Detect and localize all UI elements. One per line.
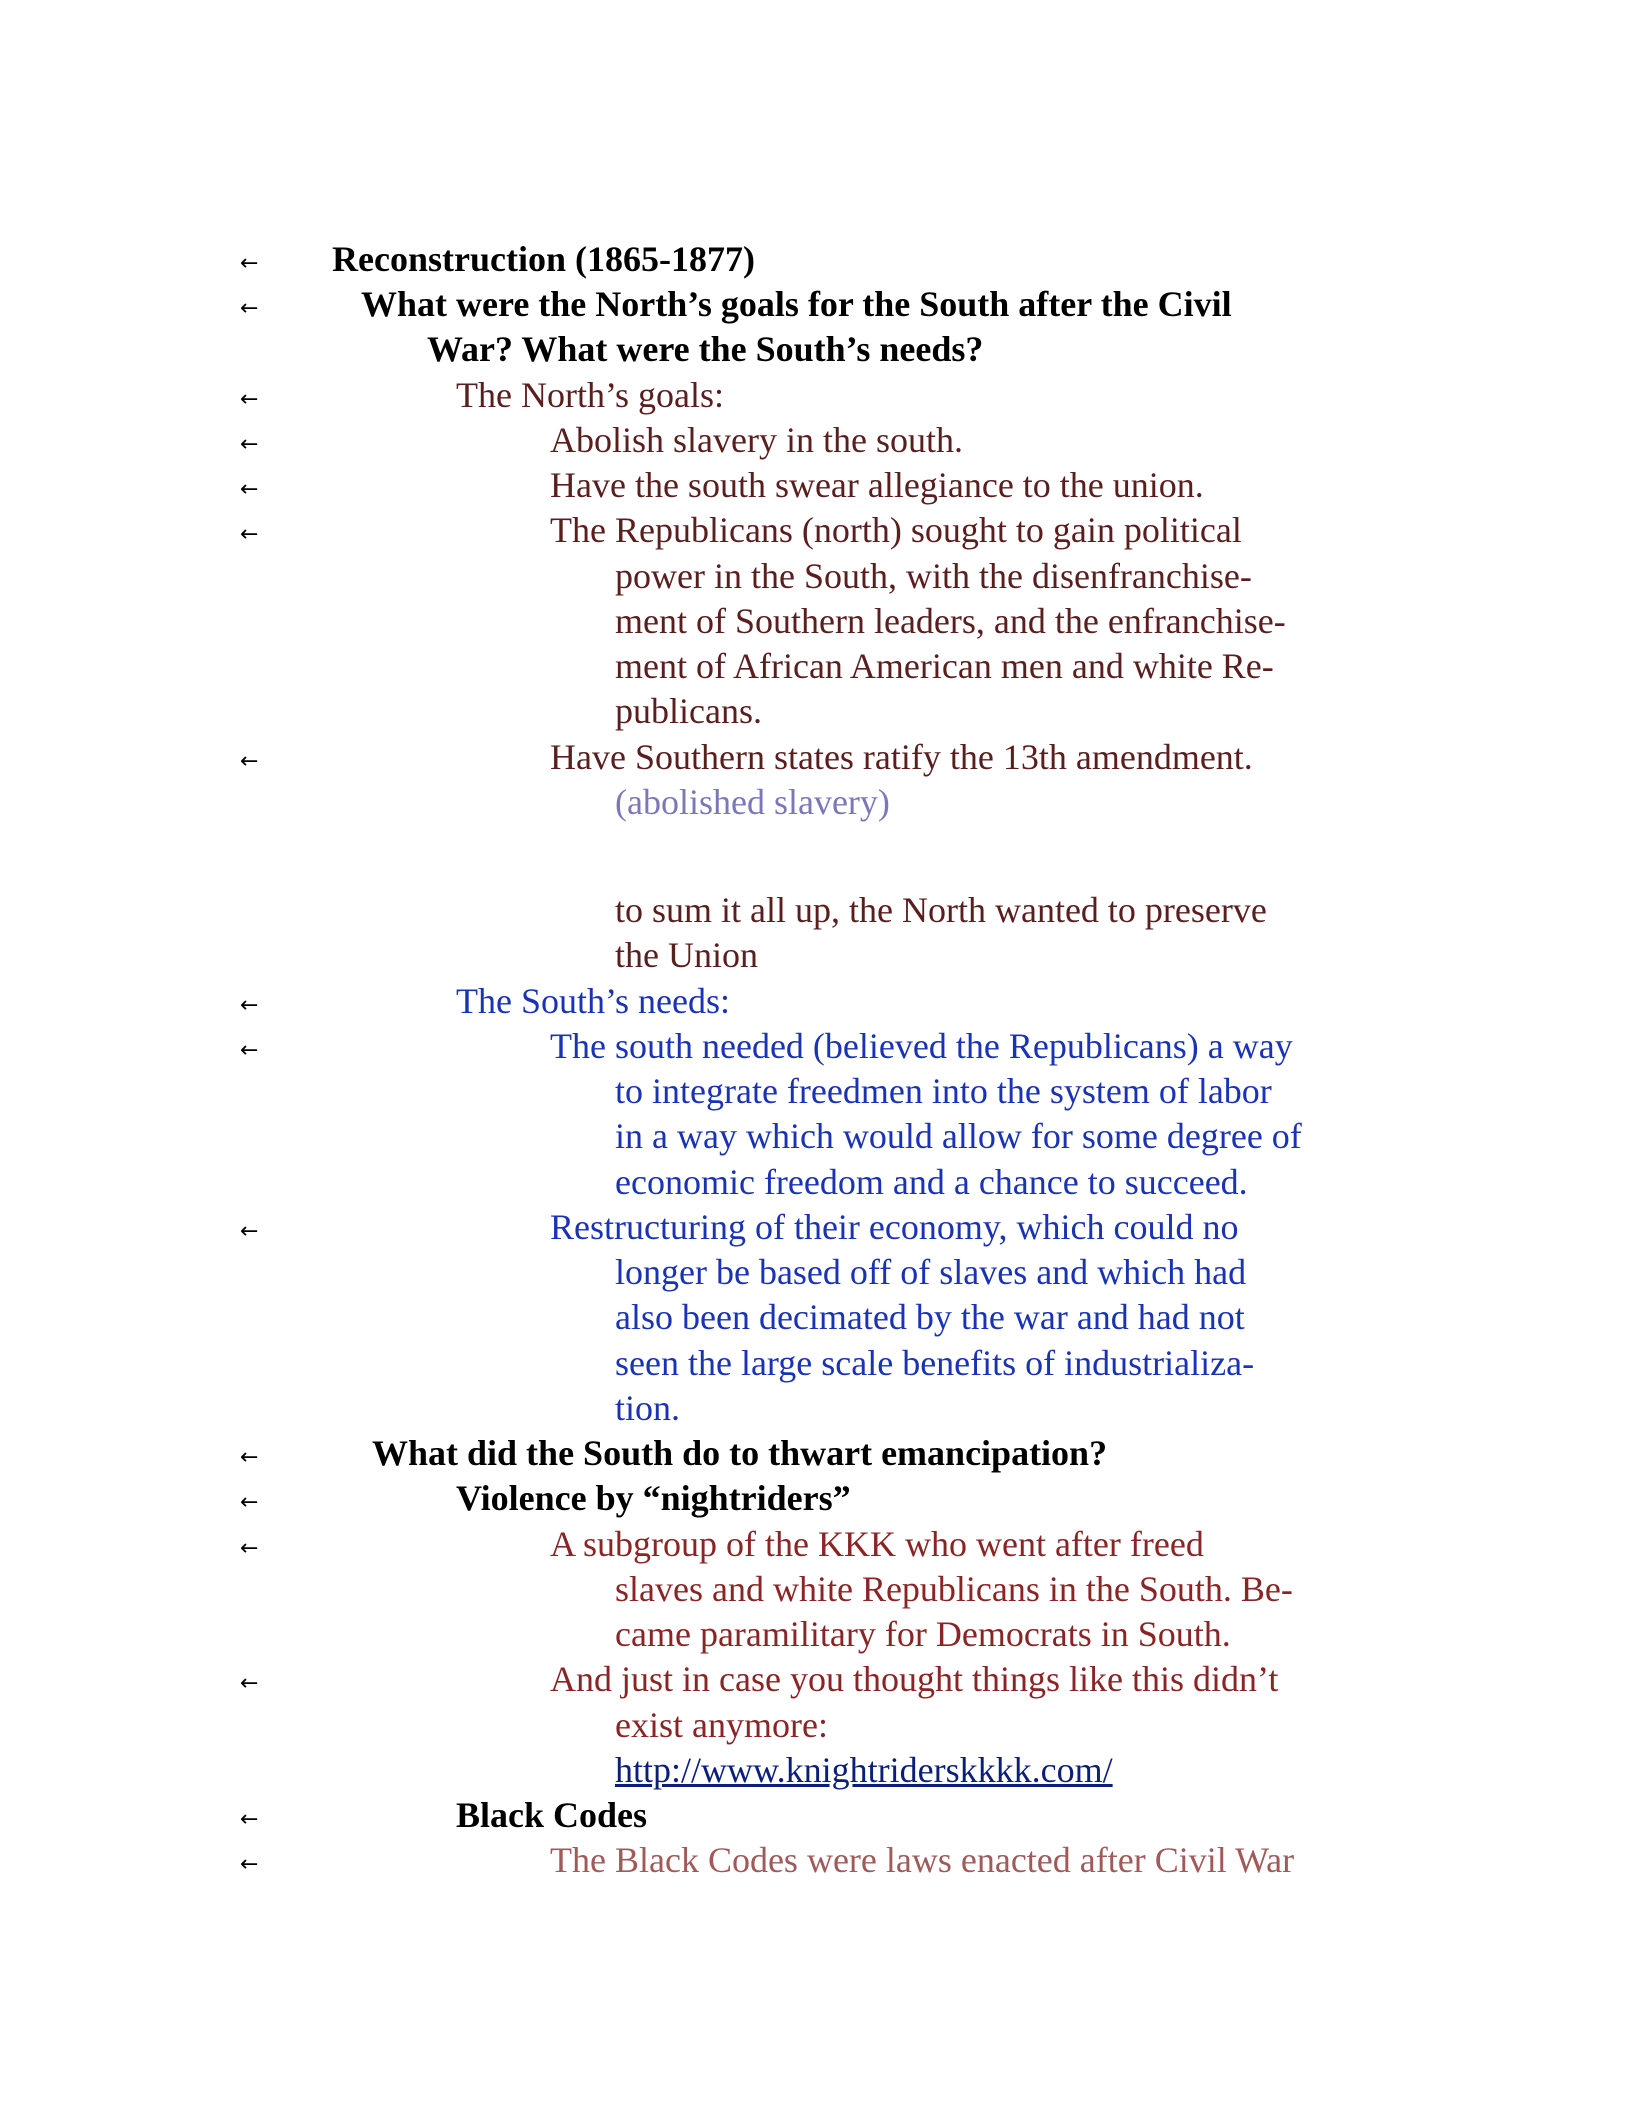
outline-line-summary-cont xyxy=(0,933,1640,978)
south-need-item-continued: in a way which would allow for some degree of xyxy=(615,1116,1302,1156)
nightriders-item-continued: exist anymore: xyxy=(615,1705,828,1745)
south-needs-heading: The South’s needs: xyxy=(456,981,730,1021)
outline-line-summary xyxy=(0,888,1640,933)
bullet-arrow-icon: ← xyxy=(240,251,259,276)
outline-line-north-heading xyxy=(0,373,1640,418)
bullet-arrow-icon: ← xyxy=(240,749,259,774)
outline-line-nightriders-item xyxy=(0,1522,1640,1567)
outline-line-south-item xyxy=(0,1205,1640,1250)
south-need-item-continued: also been decimated by the war and had not xyxy=(615,1297,1245,1337)
outline-line-continuation xyxy=(0,1703,1640,1748)
bullet-arrow-icon: ← xyxy=(240,522,259,547)
south-need-item-continued: longer be based off of slaves and which had xyxy=(615,1252,1247,1292)
outline-line-continuation xyxy=(0,1250,1640,1295)
outline-line-north-item xyxy=(0,418,1640,463)
outline-line-south-item xyxy=(0,1024,1640,1069)
outline-line-continuation xyxy=(0,1295,1640,1340)
north-goal-item-continued: power in the South, with the disenfranchise- xyxy=(615,556,1252,596)
bullet-arrow-icon: ← xyxy=(240,1536,259,1561)
outline-line-nightriders-item xyxy=(0,1657,1640,1702)
north-goals-heading: The North’s goals: xyxy=(456,375,724,415)
section-question-continued: War? What were the South’s needs? xyxy=(427,329,984,369)
north-summary-continued: the Union xyxy=(615,935,758,975)
north-goal-note: (abolished slavery) xyxy=(615,782,890,822)
outline-line-continuation xyxy=(0,554,1640,599)
north-goal-item: Have Southern states ratify the 13th amendment. xyxy=(550,737,1253,777)
north-goal-item: Have the south swear allegiance to the union. xyxy=(550,465,1204,505)
black-codes-item: The Black Codes were laws enacted after Civil War xyxy=(550,1840,1295,1880)
south-need-item: The south needed (believed the Republicans) a way xyxy=(550,1026,1293,1066)
outline-line-black-codes-heading xyxy=(0,1793,1640,1838)
bullet-arrow-icon: ← xyxy=(240,1490,259,1515)
outline-line-continuation xyxy=(0,689,1640,734)
bullet-arrow-icon: ← xyxy=(240,993,259,1018)
south-need-item-continued: seen the large scale benefits of industrializa- xyxy=(615,1343,1255,1383)
bullet-arrow-icon: ← xyxy=(240,1852,259,1877)
nightriders-item-continued: came paramilitary for Democrats in South. xyxy=(615,1614,1231,1654)
bullet-arrow-icon: ← xyxy=(240,1671,259,1696)
nightriders-item: And just in case you thought things like this didn’t xyxy=(550,1659,1279,1699)
south-need-item-continued: tion. xyxy=(615,1388,681,1428)
outline-line-black-codes-item xyxy=(0,1838,1640,1883)
north-summary: to sum it all up, the North wanted to preserve xyxy=(615,890,1267,930)
outline-line-continuation xyxy=(0,1567,1640,1612)
bullet-arrow-icon: ← xyxy=(240,1807,259,1832)
north-goal-item-continued: publicans. xyxy=(615,691,762,731)
south-need-item: Restructuring of their economy, which could no xyxy=(550,1207,1239,1247)
bullet-arrow-icon: ← xyxy=(240,387,259,412)
south-need-item-continued: to integrate freedmen into the system of labor xyxy=(615,1071,1272,1111)
outline-line-continuation xyxy=(0,599,1640,644)
outline-line-north-item xyxy=(0,463,1640,508)
outline-line-continuation xyxy=(0,1069,1640,1114)
outline-line-continuation xyxy=(0,1114,1640,1159)
outline-line-nightriders-heading xyxy=(0,1476,1640,1521)
outline-line-question-1 xyxy=(0,282,1640,327)
external-link[interactable]: http://www.knightriderskkkk.com/ xyxy=(615,1750,1113,1790)
south-need-item-continued: economic freedom and a chance to succeed. xyxy=(615,1162,1248,1202)
outline-line-continuation xyxy=(0,1612,1640,1657)
page-title: Reconstruction (1865-1877) xyxy=(332,239,755,279)
outline-line-question-1-cont xyxy=(0,327,1640,372)
outline-line-link xyxy=(0,1748,1640,1793)
outline-line-continuation xyxy=(0,1341,1640,1386)
bullet-arrow-icon: ← xyxy=(240,477,259,502)
bullet-arrow-icon: ← xyxy=(240,1445,259,1470)
section-question: What were the North’s goals for the South after the Civil xyxy=(361,284,1232,324)
north-goal-item-continued: ment of Southern leaders, and the enfranchise- xyxy=(615,601,1286,641)
black-codes-heading: Black Codes xyxy=(456,1795,648,1835)
outline-line-question-2 xyxy=(0,1431,1640,1476)
bullet-arrow-icon: ← xyxy=(240,432,259,457)
outline-line-north-item xyxy=(0,508,1640,553)
section-question: What did the South do to thwart emancipation? xyxy=(372,1433,1108,1473)
outline-line-continuation xyxy=(0,780,1640,825)
outline-line-continuation xyxy=(0,1386,1640,1431)
outline-line-north-item xyxy=(0,735,1640,780)
north-goal-item: The Republicans (north) sought to gain political xyxy=(550,510,1242,550)
nightriders-item: A subgroup of the KKK who went after freed xyxy=(550,1524,1204,1564)
nightriders-item-continued: slaves and white Republicans in the South. Be- xyxy=(615,1569,1293,1609)
outline-line-title xyxy=(0,237,1640,282)
north-goal-item: Abolish slavery in the south. xyxy=(550,420,963,460)
bullet-arrow-icon: ← xyxy=(240,296,259,321)
north-goal-item-continued: ment of African American men and white Re- xyxy=(615,646,1274,686)
bullet-arrow-icon: ← xyxy=(240,1038,259,1063)
outline-line-continuation xyxy=(0,1160,1640,1205)
outline-line-south-heading xyxy=(0,979,1640,1024)
nightriders-heading: Violence by “nightriders” xyxy=(456,1478,851,1518)
bullet-arrow-icon: ← xyxy=(240,1219,259,1244)
outline-line-continuation xyxy=(0,644,1640,689)
